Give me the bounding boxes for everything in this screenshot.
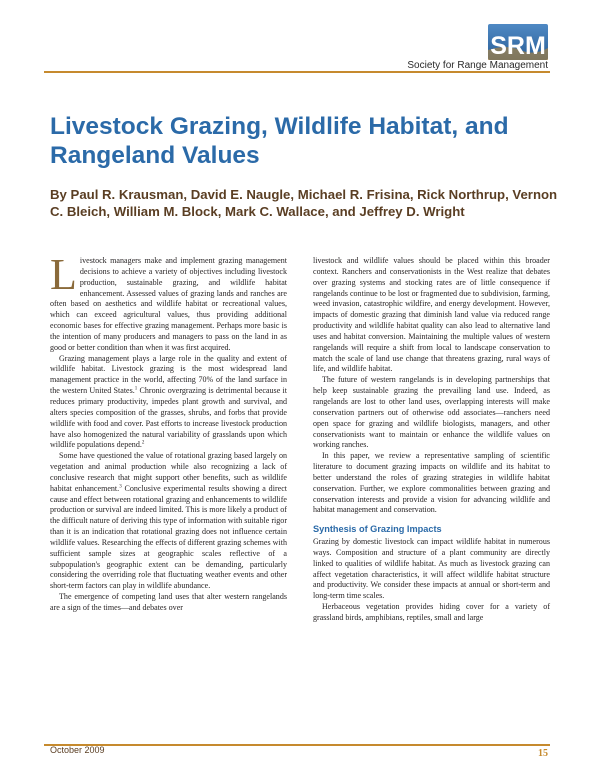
paragraph-text: ivestock managers make and implement grazing management decisions to achieve a variety of objectives including livestock production, sustainable grazing, and wildlife habitat enhancement. Assessed values of grazing lands and ranches are often based on aesthetics and wildlife habitat or recreational values, which can exceed agricultural values, thus providing additional economic bases for effective grazing management. Perhaps more basic is the intention of many producers and managers to pass on the land in as good or better condition than when it was first acquired. xyxy=(50,256,287,352)
reference-mark: 1 xyxy=(134,386,138,392)
article-authors: By Paul R. Krausman, David E. Naugle, Michael R. Frisina, Rick Northrup, Vernon C. Bleich, William M. Block, Mark C. Wallace, and Jeffrey D. Wright xyxy=(50,187,558,219)
top-rule xyxy=(44,71,550,73)
issue-date: October 2009 xyxy=(50,745,105,755)
paragraph-text: Conclusive experimental results showing a direct cause and effect between rotational grazing and enhancements to wildlife production or survival are indeed limited. This is more likely a product of the difficult nature of deriving this type of information with suitable rigor than it is an indication that rotational grazing does not influence certain wildlife values. Researching the effects of different grazing schemes with sufficient sample sizes at geographic scales reflective of a subpopulation's geographic extent can be demanding, particularly considering the overriding role that fluctuating weather events and other short-term factors can play in wildlife abundance. xyxy=(50,483,287,591)
paragraph: The emergence of competing land uses that alter western rangelands are a sign of the times—and debates over xyxy=(50,592,287,612)
paragraph: Herbaceous vegetation provides hiding cover for a variety of grassland birds, amphibians, reptiles, small and large xyxy=(313,602,550,622)
reference-mark: 2 xyxy=(141,440,145,446)
society-name: Society for Range Management xyxy=(407,60,548,71)
reference-mark: 3 xyxy=(119,484,122,490)
paragraph-text: Chronic overgrazing is detrimental because it reduces primary productivity, impedes plant growth and survival, and alters species composition of the grasses, shrubs, and forbs that provide wildlife with food and cover. Past efforts to increase livestock production have also homogenized the natural variability of grasslands upon which wildlife populations depend. xyxy=(50,386,287,450)
left-column xyxy=(50,250,287,614)
paragraph xyxy=(50,451,287,592)
section-heading: Synthesis of Grazing Impacts xyxy=(313,524,442,535)
paragraph: Grazing by domestic livestock can impact wildlife habitat in numerous ways. Composition and structure of a plant community are directly linked to qualities of wildlife habitat. As much as livestock grazing can affect vegetation characteristics, it will affect wildlife habitat structure and productivity. We consider these impacts at annual or short-term and long-term time scales. xyxy=(313,537,550,601)
article-title: Livestock Grazing, Wildlife Habitat, and Rangeland Values xyxy=(50,113,509,169)
bottom-rule xyxy=(44,744,550,746)
logo-text: SRM xyxy=(490,32,546,60)
paragraph: livestock and wildlife values should be placed within this broader context. Ranchers and conservationists in the West realize that debates over grazing systems and stocking rates are of little consequence if rangelands continue to be lost or fragmented due to subdivision, farming, weed invasion, catastrophic wildfire, and energy development. However, impacts of domestic grazing that diminish land value via reduced range productivity and wildlife habitat quality can also lead to alternative land uses and habitat conversion. Maintaining the multiple values of western rangelands will require a shift from local to landscape conservation to match the scale of land use change that threatens grazing, rural ways of life, and wildlife habitat. xyxy=(313,256,550,374)
paragraph xyxy=(50,250,287,354)
right-column xyxy=(313,256,550,624)
page-number: 15 xyxy=(538,748,548,759)
paragraph: The future of western rangelands is in developing partnerships that help keep sustainable grazing the prevailing land use. Indeed, as rangelands are lost to other land uses, overlapping interests will make conservation partners out of otherwise odd associates—ranchers need open space for grazing and wildlife biologists, managers, and other conservationists want to maintain or enhance the wildlife values on working ranches. xyxy=(313,375,550,450)
paragraph: In this paper, we review a representative sampling of scientific literature to document grazing impacts on wildlife and its habitat to better understand the roles of grazing strategies in wildlife habitat conservation. Further, we explore commonalities between grazing and conservation interests and provide a vision for advancing wildlife and habitat management and conservation. xyxy=(313,451,550,515)
paragraph xyxy=(50,354,287,452)
drop-cap: L xyxy=(50,250,77,299)
paragraph-text: Grazing management plays a large role in the quality and extent of wildlife habitat. Livestock grazing is the most widespread land management practice in the world, affecting 70% of the land surface in the western United States. xyxy=(50,353,287,396)
paragraph-text: Some have questioned the value of rotational grazing based largely on vegetation and animal production while also recognizing a lack of conclusive research that might support other benefits, such as wildlife habitat enhancement. xyxy=(50,451,287,493)
